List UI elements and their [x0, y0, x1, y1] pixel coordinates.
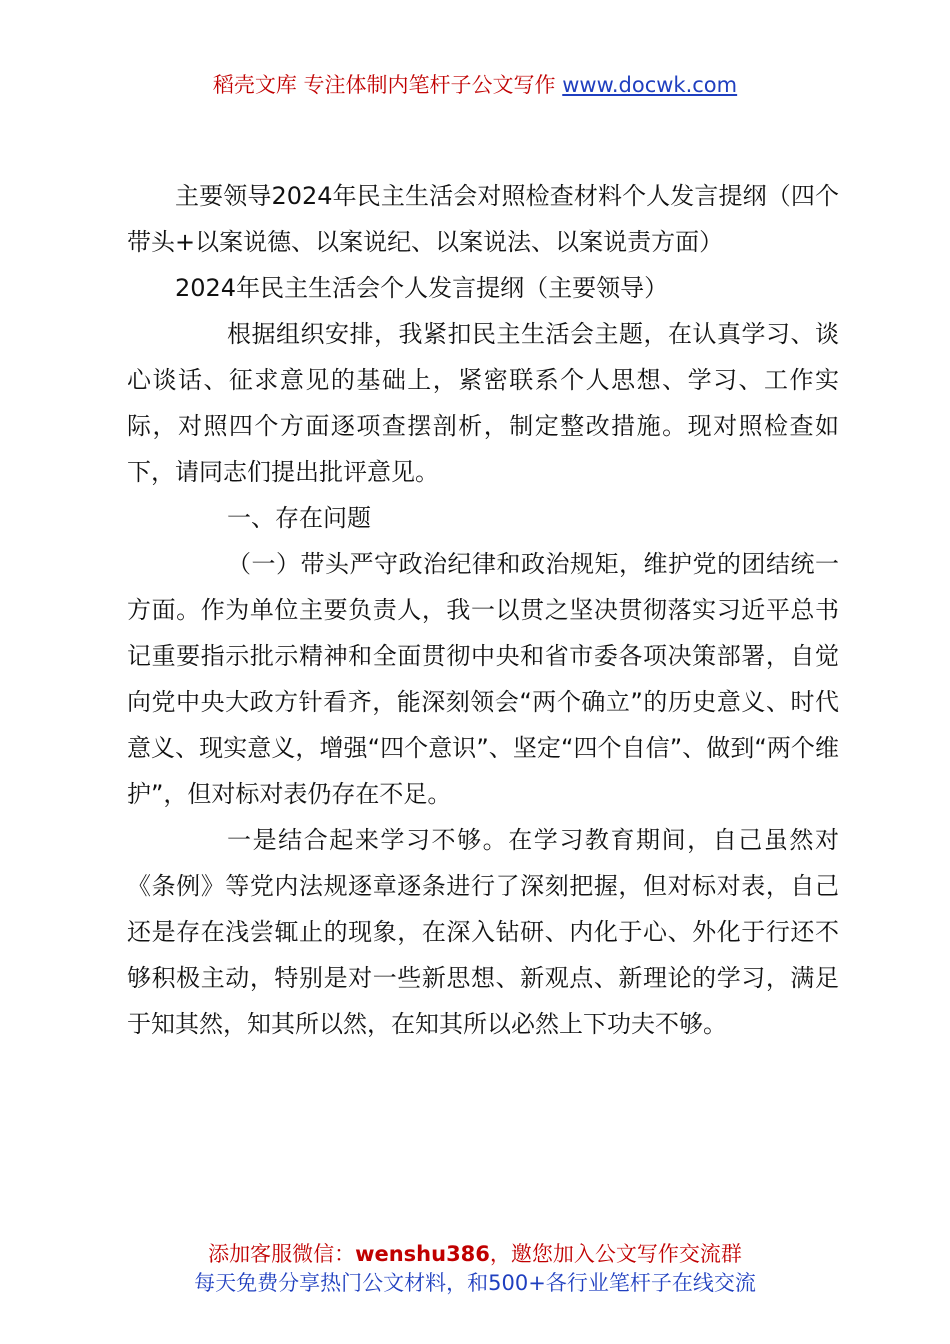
footer-contact-line	[0, 1240, 950, 1269]
footer-promo-line: 每天免费分享热门公文材料，和500+各行业笔杆子在线交流	[194, 1271, 756, 1295]
site-url-link[interactable]: www.docwk.com	[562, 73, 738, 97]
document-body	[127, 173, 839, 1047]
site-header	[0, 70, 950, 100]
wechat-id: wenshu386	[355, 1242, 490, 1266]
promo-footer	[0, 1240, 950, 1298]
document-subtitle: 2024年民主生活会个人发言提纲（主要领导）	[175, 274, 669, 302]
body-paragraph: （一）带头严守政治纪律和政治规矩，维护党的团结统一方面。作为单位主要负责人，我一以贯之坚决贯彻落实习近平总书记重要指示批示精神和全面贯彻中央和省市委各项决策部署，自觉向党中央大政方针看齐，能深刻领会“两个确立”的历史意义、时代意义、现实意义，增强“四个意识”、坚定“四个自信”、做到“两个维护”，但对标对表仍存在不足。	[127, 550, 839, 808]
body-paragraph: 一是结合起来学习不够。在学习教育期间，自己虽然对《条例》等党内法规逐章逐条进行了深刻把握，但对标对表，自己还是存在浅尝辄止的现象，在深入钻研、内化于心、外化于行还不够积极主动，特别是对一些新思想、新观点、新理论的学习，满足于知其然，知其所以然，在知其所以必然上下功夫不够。	[127, 826, 839, 1038]
intro-paragraph: 根据组织安排，我紧扣民主生活会主题，在认真学习、谈心谈话、征求意见的基础上，紧密联系个人思想、学习、工作实际，对照四个方面逐项查摆剖析，制定整改措施。现对照检查如下，请同志们提出批评意见。	[127, 320, 839, 486]
footer-suffix: ，邀您加入公文写作交流群	[489, 1242, 742, 1266]
footer-prefix: 添加客服微信：	[208, 1242, 356, 1266]
document-title: 主要领导2024年民主生活会对照检查材料个人发言提纲（四个带头+以案说德、以案说纪、以案说法、以案说责方面）	[127, 182, 839, 256]
site-name: 稻壳文库 专注体制内笔杆子公文写作	[212, 73, 556, 97]
section-heading: 一、存在问题	[227, 504, 371, 532]
